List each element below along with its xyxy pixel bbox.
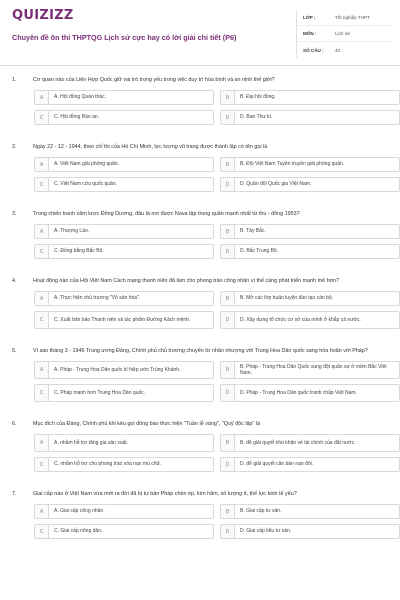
option-text: B. Giai cấp tư sản. (240, 508, 282, 515)
option-key: C (35, 385, 49, 401)
option-key: B (221, 292, 235, 305)
question-text (12, 420, 388, 428)
meta-row-subject (297, 26, 392, 42)
option-b[interactable] (220, 504, 400, 519)
option-text: C. nhằm hỗ trợ cho phong trào xóa nạn mù chữ. (54, 461, 162, 468)
option-a[interactable] (34, 291, 214, 306)
question-number: 1. (12, 77, 17, 83)
meta-key: MÔN : (303, 31, 317, 36)
question-prompt: Mục đích của Đảng, Chính phủ khi kêu gọi đồng bào thực hiện "Tuần lễ vàng", "Quỹ độc lập" là (33, 421, 261, 427)
option-text: B. Đại hội đồng. (240, 94, 276, 101)
option-text: D. Ban Thư kí. (240, 114, 273, 121)
option-text: D. Bắc Trung Bộ. (240, 248, 279, 255)
question-1 (0, 76, 400, 125)
option-c[interactable] (34, 457, 214, 472)
option-key: D (221, 312, 235, 328)
question-text (12, 490, 388, 498)
meta-key: LỚP : (303, 15, 316, 20)
option-key: D (221, 385, 235, 401)
question-prompt: Trong chiến tranh xâm lược Đông Dương, đâu là nơi được Nava tập trung quân mạnh nhất từ thu - đông 1953? (33, 211, 300, 217)
option-key: D (221, 525, 235, 538)
option-grid (12, 157, 388, 192)
option-text: C. Xuất bản báo Thanh niên và tác phẩm Đường Kách mệnh. (54, 316, 191, 323)
option-a[interactable] (34, 504, 214, 519)
question-number: 5. (12, 348, 17, 354)
option-key: D (221, 458, 235, 471)
option-text: A. Pháp - Trung Hoa Dân quốc kí hiệp ước Trùng Khánh. (54, 366, 181, 373)
option-c[interactable] (34, 311, 214, 329)
question-prompt: Vì sao tháng 3 - 1946 Trung ương Đảng, Chính phủ chủ trương chuyển từ nhân nhượng với Trung Hoa Dân quốc sang hòa hoãn với Pháp? (33, 348, 368, 354)
option-grid (12, 291, 388, 329)
option-key: A (35, 435, 49, 451)
option-key: A (35, 158, 49, 171)
page-title: Chuyên đề ôn thi THPTQG Lịch sử cực hay có lời giải chi tiết (P6) (12, 33, 237, 42)
option-key: D (221, 178, 235, 191)
option-grid (12, 361, 388, 402)
question-7 (0, 490, 400, 539)
option-c[interactable] (34, 524, 214, 539)
option-d[interactable] (220, 177, 400, 192)
option-grid (12, 434, 388, 472)
option-text: D. để giải quyết căn bản nạn đói. (240, 461, 314, 468)
option-key: A (35, 292, 49, 305)
option-text: D. Quân đội Quốc gia Việt Nam. (240, 181, 312, 188)
option-d[interactable] (220, 110, 400, 125)
option-key: C (35, 178, 49, 191)
option-text: A. Giai cấp công nhân. (54, 508, 105, 515)
option-grid (12, 90, 388, 125)
option-d[interactable] (220, 311, 400, 329)
option-key: C (35, 525, 49, 538)
option-text: D. Pháp - Trung Hoa Dân quốc tranh chấp Việt Nam. (240, 389, 357, 396)
question-text (12, 76, 388, 84)
option-a[interactable] (34, 361, 214, 379)
option-key: B (221, 362, 235, 378)
option-b[interactable] (220, 224, 400, 239)
option-text: B. Mở các lớp huấn luyện đào tạo cán bộ. (240, 295, 334, 302)
option-c[interactable] (34, 244, 214, 259)
question-2 (0, 143, 400, 192)
meta-table (296, 10, 392, 58)
question-text (12, 277, 388, 285)
option-b[interactable] (220, 90, 400, 105)
option-text: C. Việt Nam cứu quốc quân. (54, 181, 118, 188)
option-d[interactable] (220, 524, 400, 539)
option-text: D. Giai cấp tiểu tư sản. (240, 528, 292, 535)
option-key: B (221, 158, 235, 171)
question-prompt: Cơ quan nào của Liên Hợp Quốc giữ vai trò trọng yếu trong việc duy trì hòa bình và an ninh thế giới? (33, 77, 275, 83)
question-number: 3. (12, 211, 17, 217)
option-key: A (35, 225, 49, 238)
question-3 (0, 210, 400, 259)
option-a[interactable] (34, 224, 214, 239)
option-c[interactable] (34, 177, 214, 192)
option-c[interactable] (34, 110, 214, 125)
option-b[interactable] (220, 157, 400, 172)
option-a[interactable] (34, 157, 214, 172)
question-number: 2. (12, 144, 17, 150)
option-key: A (35, 505, 49, 518)
meta-key: SỐ CÂU : (303, 47, 324, 53)
question-text (12, 210, 388, 218)
option-key: C (35, 245, 49, 258)
question-number: 4. (12, 278, 17, 284)
question-list (0, 70, 400, 539)
option-key: D (221, 245, 235, 258)
option-b[interactable] (220, 291, 400, 306)
option-text: B. Đội Việt Nam Tuyên truyền giải phóng quân. (240, 161, 345, 168)
option-text: C. Hội đồng Bảo an. (54, 114, 100, 121)
option-text: B. Pháp - Trung Hoa Dân Quốc xung đột quân sự ở miền Bắc Việt Nam. (240, 363, 387, 376)
option-text: B. để giải quyết khó khăn về tài chính của đất nước. (240, 439, 356, 446)
option-text: A. Việt Nam giải phóng quân. (54, 161, 119, 168)
option-key: B (221, 91, 235, 104)
option-key: C (35, 111, 49, 124)
option-d[interactable] (220, 244, 400, 259)
worksheet-header (0, 0, 400, 66)
option-text: A. nhằm hỗ trợ tăng gia sản xuất. (54, 439, 129, 446)
question-number: 7. (12, 491, 17, 497)
option-c[interactable] (34, 384, 214, 402)
question-6 (0, 420, 400, 472)
option-a[interactable] (34, 90, 214, 105)
meta-value: 40 (335, 47, 341, 53)
option-b[interactable] (220, 361, 400, 379)
option-key: B (221, 225, 235, 238)
option-d[interactable] (220, 457, 400, 472)
option-key: B (221, 505, 235, 518)
option-text: C. Giai cấp nông dân. (54, 528, 103, 535)
question-4 (0, 277, 400, 329)
option-key: C (35, 458, 49, 471)
question-5 (0, 347, 400, 402)
option-d[interactable] (220, 384, 400, 402)
question-prompt: Hoạt động nào của Hội Việt Nam Cách mạng thanh niên đã làm cho phong trào công nhân vì thế càng phát triển mạnh mẽ hơn? (33, 278, 340, 284)
option-text: C. Đồng bằng Bắc Bộ. (54, 248, 104, 255)
meta-row-grade (297, 10, 392, 26)
option-key: C (35, 312, 49, 328)
quizizz-logo: QUIZIZZ (12, 8, 74, 23)
option-text: A. Thượng Lào. (54, 228, 90, 235)
option-a[interactable] (34, 434, 214, 452)
question-text (12, 143, 388, 151)
option-key: A (35, 362, 49, 378)
question-prompt: Giai cấp nào ở Việt Nam vừa mới ra đời đã bị tư bản Pháp chèn ép, kìm hãm, số lượng ít, thế lực kinh tế yếu? (33, 491, 297, 497)
option-text: A. Hội đồng Quản thác. (54, 94, 106, 101)
option-grid (12, 504, 388, 539)
option-key: B (221, 435, 235, 451)
option-text: C. Pháp mạnh hơn Trung Hoa Dân quốc. (54, 389, 146, 396)
option-grid (12, 224, 388, 259)
option-key: A (35, 91, 49, 104)
option-text: D. Xây dựng tổ chức cơ sở của mình ở khắp cả nước. (240, 316, 361, 323)
option-text: A. Thực hiện chủ trương "Vô sản hóa". (54, 295, 141, 302)
question-number: 6. (12, 421, 17, 427)
option-text: B. Tây Bắc. (240, 228, 266, 235)
option-key: D (221, 111, 235, 124)
option-b[interactable] (220, 434, 400, 452)
question-prompt: Ngày 22 - 12 - 1944, theo chỉ thị của Hồ Chí Minh, lực lượng vũ trang được thành lập có tên gọi là (33, 144, 268, 150)
meta-value: Lịch sử (335, 31, 351, 36)
meta-row-count (297, 42, 392, 58)
question-text (12, 347, 388, 355)
meta-value: Tốt nghiệp THPT (335, 15, 370, 20)
